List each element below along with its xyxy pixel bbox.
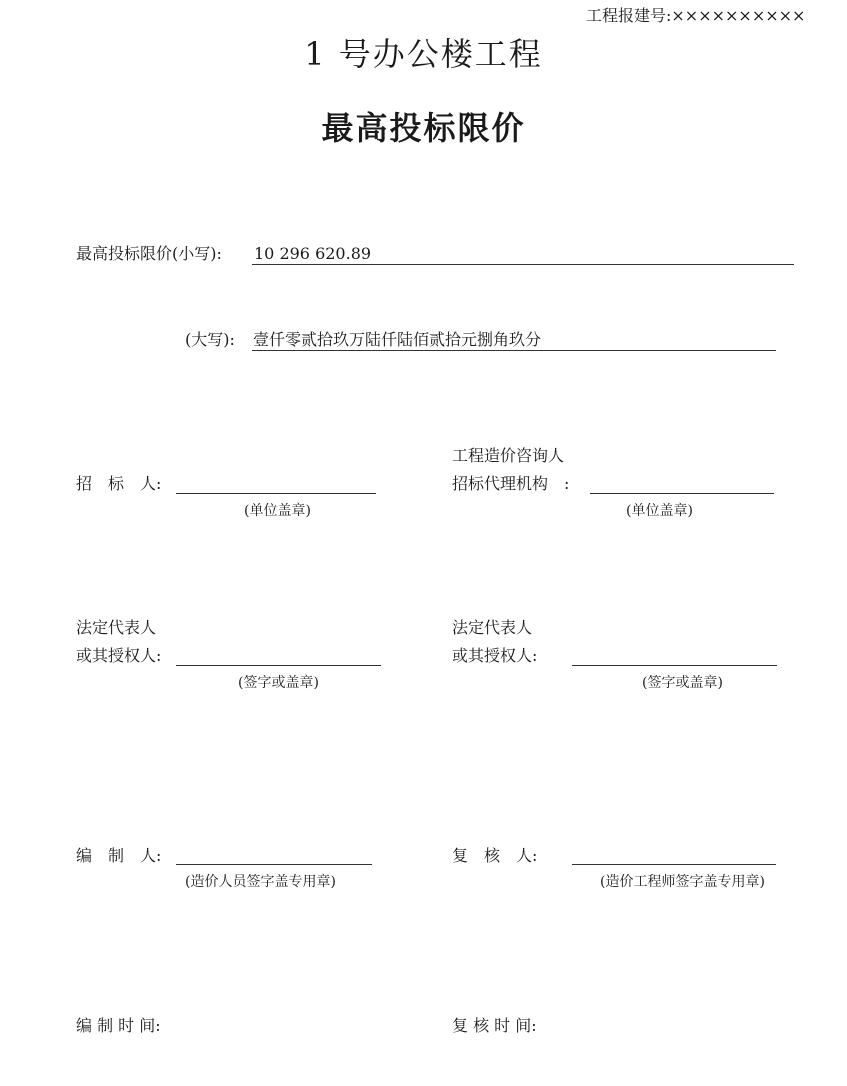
document-title: 最高投标限价: [321, 109, 526, 147]
legal-rep-signature-line-left[interactable]: [176, 665, 381, 666]
compiler-note: (造价人员签字盖专用章): [185, 874, 336, 890]
compiler-signature-line[interactable]: [176, 864, 372, 865]
legal-rep-label-top-right: 法定代表人: [452, 618, 533, 637]
reviewer-label: 复 核 人:: [452, 846, 538, 865]
review-date-label: 复 核 时 间:: [452, 1016, 537, 1035]
agency-signature-line[interactable]: [590, 493, 774, 494]
reviewer-signature-line[interactable]: [572, 864, 776, 865]
consultant-label-top: 工程造价咨询人: [452, 446, 565, 465]
agency-note: (单位盖章): [626, 503, 693, 519]
project-title: 1 号办公楼工程: [304, 35, 543, 73]
price-big-underline: [252, 350, 776, 351]
tenderer-label: 招 标 人:: [76, 474, 162, 493]
reviewer-note: (造价工程师签字盖专用章): [600, 874, 765, 890]
price-big-value: 壹仟零贰拾玖万陆仟陆佰贰拾元捌角玖分: [253, 330, 542, 349]
price-big-label: (大写):: [185, 330, 235, 349]
price-small-value: 10 296 620.89: [254, 244, 372, 263]
legal-rep-label-top-left: 法定代表人: [76, 618, 157, 637]
legal-rep-signature-line-right[interactable]: [572, 665, 777, 666]
compiler-label: 编 制 人:: [76, 846, 162, 865]
price-small-underline: [252, 264, 794, 265]
price-small-label: 最高投标限价(小写):: [76, 244, 222, 263]
legal-rep-label-right: 或其授权人:: [452, 646, 538, 665]
legal-rep-note-left: (签字或盖章): [238, 675, 319, 691]
report-number: 工程报建号:××××××××××: [586, 6, 806, 25]
tenderer-signature-line[interactable]: [176, 493, 376, 494]
compile-date-label: 编 制 时 间:: [76, 1016, 161, 1035]
agency-label: 招标代理机构 :: [452, 474, 570, 493]
legal-rep-note-right: (签字或盖章): [642, 675, 723, 691]
tenderer-note: (单位盖章): [244, 503, 311, 519]
legal-rep-label-left: 或其授权人:: [76, 646, 162, 665]
